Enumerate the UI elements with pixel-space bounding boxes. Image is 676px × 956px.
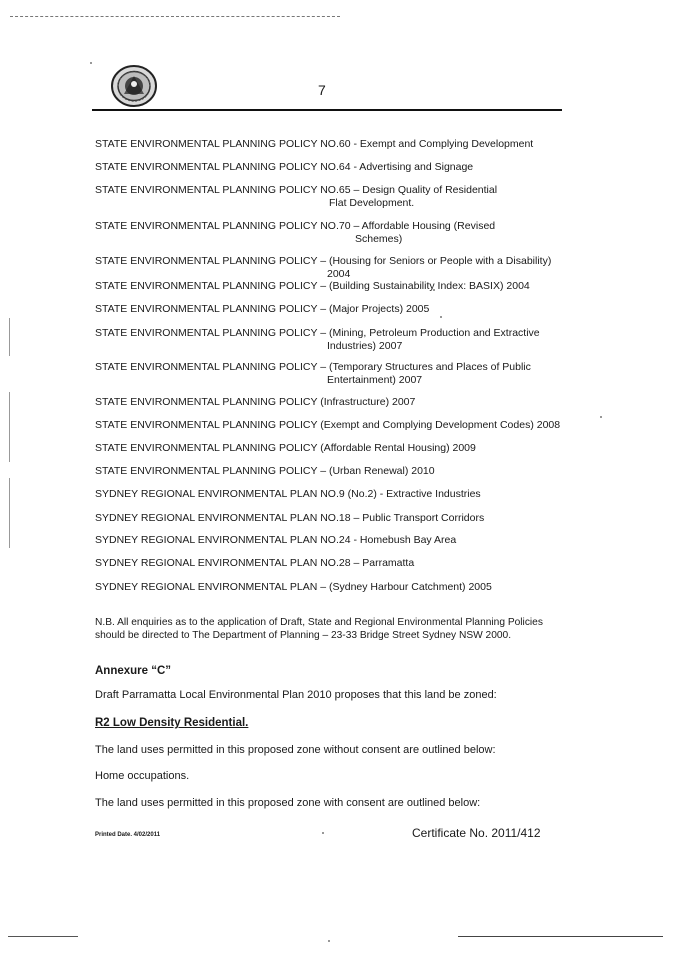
policy-title-continuation: Entertainment) 2007 [327, 374, 423, 386]
policy-title: STATE ENVIRONMENTAL PLANNING POLICY (Affordable Rental Housing) 2009 [95, 442, 476, 454]
policy-list-item [95, 280, 565, 293]
policy-title: STATE ENVIRONMENTAL PLANNING POLICY – (Housing for Seniors or People with a Disability) [95, 255, 552, 267]
policy-title: STATE ENVIRONMENTAL PLANNING POLICY – (Temporary Structures and Places of Public [95, 361, 531, 373]
policy-list-item [95, 419, 565, 432]
policy-title: SYDNEY REGIONAL ENVIRONMENTAL PLAN NO.24 - Homebush Bay Area [95, 534, 457, 546]
without-consent-intro: The land uses permitted in this proposed zone without consent are outlined below: [95, 744, 496, 756]
policy-title: STATE ENVIRONMENTAL PLANNING POLICY (Infrastructure) 2007 [95, 396, 416, 408]
policy-title: SYDNEY REGIONAL ENVIRONMENTAL PLAN NO.18 – Public Transport Corridors [95, 512, 485, 524]
policy-list-item [95, 512, 565, 525]
policy-title: STATE ENVIRONMENTAL PLANNING POLICY – (Mining, Petroleum Production and Extractive [95, 327, 540, 339]
policy-title: SYDNEY REGIONAL ENVIRONMENTAL PLAN – (Sydney Harbour Catchment) 2005 [95, 581, 492, 593]
policy-list-item [95, 534, 565, 547]
policy-list-item [95, 361, 565, 387]
scan-edge-mark [9, 392, 10, 462]
policy-title: SYDNEY REGIONAL ENVIRONMENTAL PLAN NO.28 – Parramatta [95, 557, 415, 569]
policy-list-item [95, 255, 565, 281]
scan-speck [90, 62, 92, 64]
policy-title: STATE ENVIRONMENTAL PLANNING POLICY – (Building Sustainability Index: BASIX) 2004 [95, 280, 530, 292]
policy-list-item [95, 161, 565, 174]
with-consent-intro: The land uses permitted in this proposed zone with consent are outlined below: [95, 797, 481, 809]
policy-title-continuation: 2004 [327, 268, 351, 280]
scan-speck [328, 940, 330, 942]
policy-list-item [95, 138, 565, 151]
policy-title: STATE ENVIRONMENTAL PLANNING POLICY NO.70 – Affordable Housing (Revised [95, 220, 496, 232]
policy-list-item [95, 465, 565, 478]
policy-title: STATE ENVIRONMENTAL PLANNING POLICY NO.64 - Advertising and Signage [95, 161, 474, 173]
scan-speck [322, 832, 324, 834]
council-seal-logo [110, 64, 158, 108]
scan-speck [440, 316, 442, 318]
printed-date: Printed Date. 4/02/2011 [95, 832, 161, 838]
scan-speck [600, 416, 602, 418]
policy-title-continuation: Schemes) [355, 233, 403, 245]
policy-title: STATE ENVIRONMENTAL PLANNING POLICY (Exempt and Complying Development Codes) 2008 [95, 419, 561, 431]
policy-title: STATE ENVIRONMENTAL PLANNING POLICY – (Major Projects) 2005 [95, 303, 430, 315]
policy-list-item [95, 303, 565, 316]
policy-title: STATE ENVIRONMENTAL PLANNING POLICY – (Urban Renewal) 2010 [95, 465, 435, 477]
policy-list-item [95, 184, 565, 210]
policy-list-item [95, 396, 565, 409]
policy-title: SYDNEY REGIONAL ENVIRONMENTAL PLAN NO.9 (No.2) - Extractive Industries [95, 488, 481, 500]
page-number: 7 [318, 82, 326, 98]
zone-title: R2 Low Density Residential. [95, 717, 249, 729]
enquiries-note: N.B. All enquiries as to the application of Draft, State and Regional Environmental Planning Policies should be directed to The Department of Planning – 23-33 Bridge Street Sydney NSW 2000. [95, 617, 543, 641]
scan-edge-line-top [10, 16, 340, 17]
policy-list-item [95, 220, 565, 246]
policy-list-item [95, 581, 565, 594]
header-rule [92, 109, 562, 111]
annexure-heading: Annexure “C” [95, 665, 172, 677]
scan-edge-mark [9, 478, 10, 548]
policy-list-item [95, 442, 565, 455]
policy-list-item [95, 557, 565, 570]
without-consent-uses: Home occupations. [95, 770, 190, 782]
scan-edge-line-bottom-right [458, 936, 663, 937]
policy-title-continuation: Flat Development. [329, 197, 415, 209]
policy-title-continuation: Industries) 2007 [327, 340, 403, 352]
policy-title: STATE ENVIRONMENTAL PLANNING POLICY NO.60 - Exempt and Complying Development [95, 138, 534, 150]
policy-list-item [95, 327, 565, 353]
scan-edge-mark [9, 318, 10, 356]
policy-title: STATE ENVIRONMENTAL PLANNING POLICY NO.65 – Design Quality of Residential [95, 184, 498, 196]
policy-list-item [95, 488, 565, 501]
certificate-number: Certificate No. 2011/412 [412, 826, 541, 840]
scan-edge-line-bottom-left [8, 936, 78, 937]
annexure-intro: Draft Parramatta Local Environmental Plan 2010 proposes that this land be zoned: [95, 689, 497, 701]
